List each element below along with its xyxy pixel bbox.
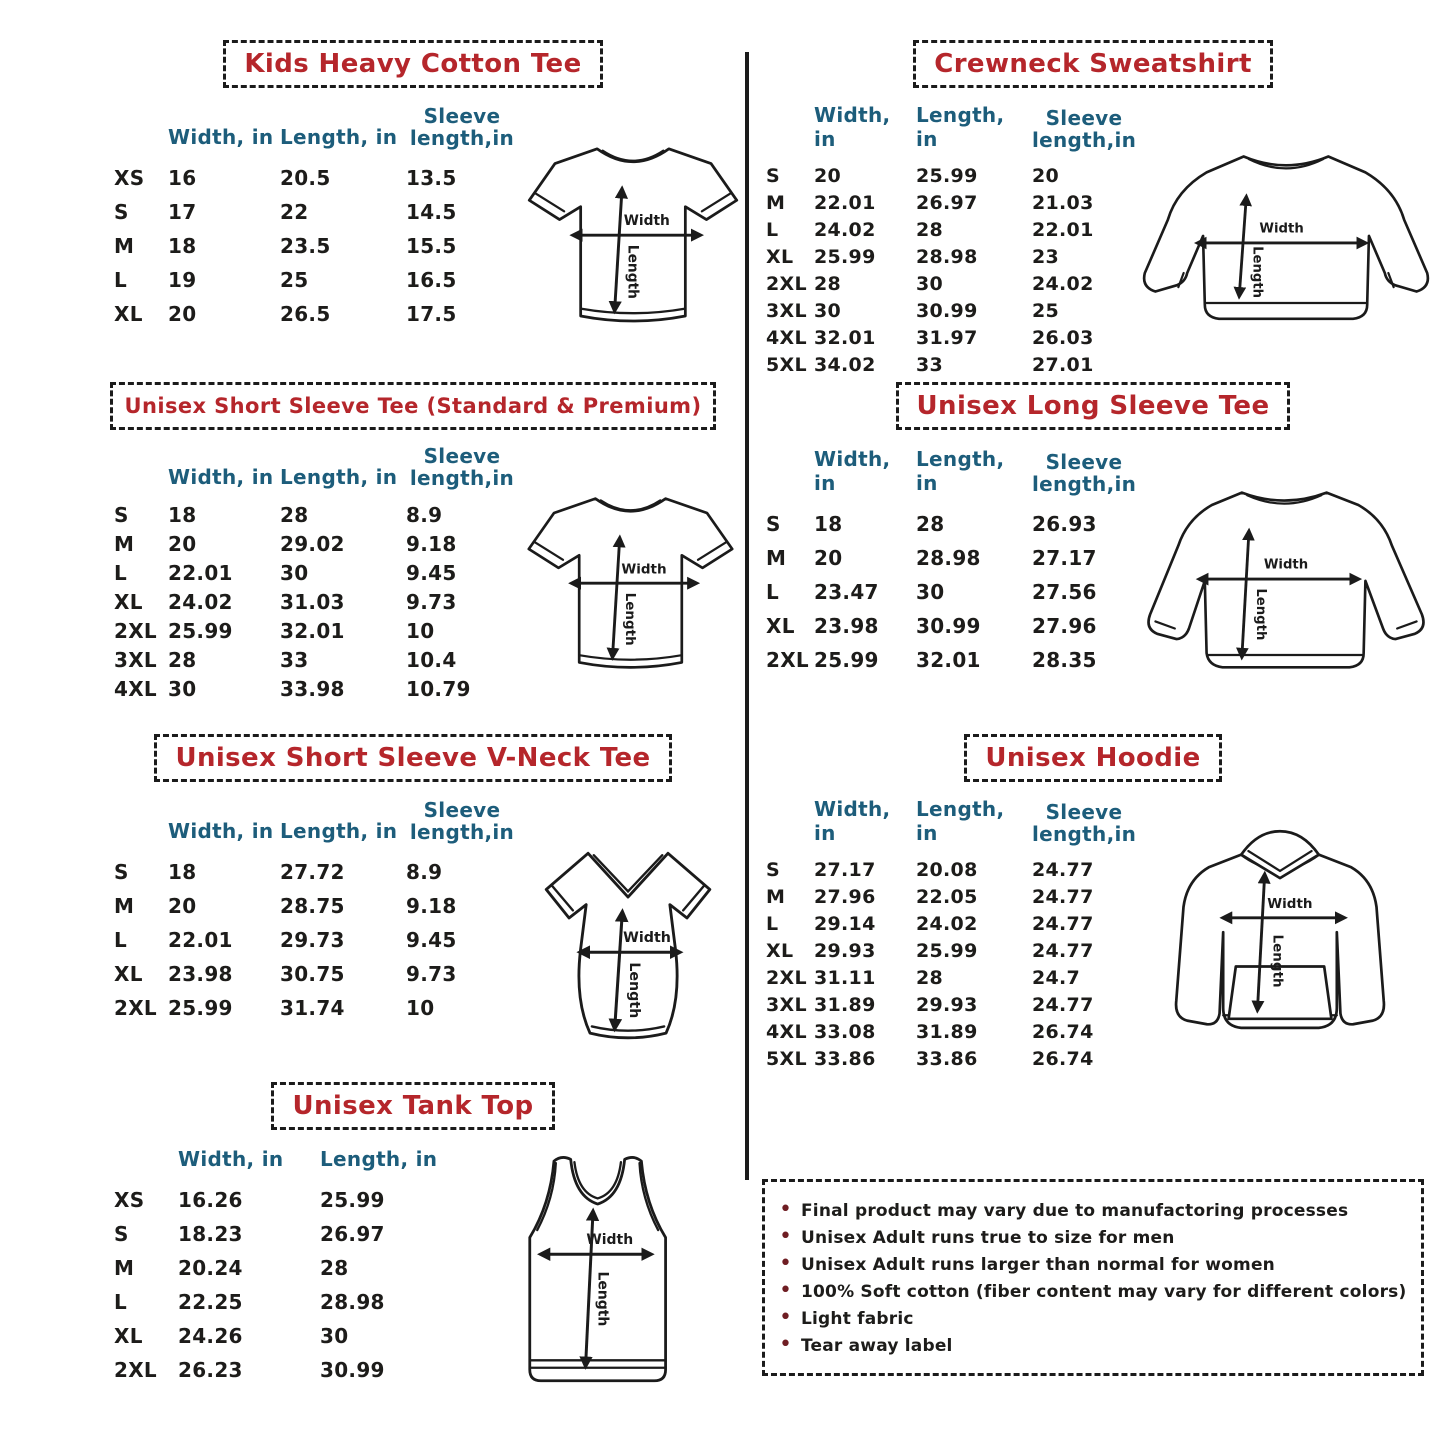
size-label: S <box>766 165 780 187</box>
size-value: 9.18 <box>406 894 457 918</box>
size-value: 20 <box>168 302 197 326</box>
size-value: 30 <box>168 677 197 701</box>
size-value: 13.5 <box>406 166 457 190</box>
header-sleeve-line1: Sleeve <box>423 798 501 822</box>
size-label: 2XL <box>114 996 157 1020</box>
size-value: 28 <box>280 503 309 527</box>
size-label: XL <box>114 1324 143 1348</box>
section-title-hoodie: Unisex Hoodie <box>964 734 1221 782</box>
bullet-icon: • <box>779 1305 792 1330</box>
header-sleeve <box>406 794 518 855</box>
size-value: 33.08 <box>814 1021 876 1043</box>
size-label: XS <box>114 1188 145 1212</box>
section-title-tank: Unisex Tank Top <box>271 1082 554 1130</box>
size-value: 9.18 <box>406 532 457 556</box>
length-label: Length <box>1249 246 1265 299</box>
title-row <box>762 734 1424 782</box>
size-label: 2XL <box>766 273 807 295</box>
size-label: XS <box>114 166 145 190</box>
size-value: 31.74 <box>280 996 345 1020</box>
size-value: 23.47 <box>814 580 879 604</box>
size-value: 24.77 <box>1032 886 1094 908</box>
size-value: 25 <box>280 268 309 292</box>
size-value: 28.75 <box>280 894 345 918</box>
size-label: XL <box>114 590 143 614</box>
figure-wrap <box>462 1150 738 1392</box>
header-sleeve-line1: Sleeve <box>1045 450 1123 474</box>
size-label: L <box>766 913 779 935</box>
size-label: S <box>114 200 129 224</box>
size-value: 18 <box>168 860 197 884</box>
header-sleeve-line1: Sleeve <box>1045 105 1123 130</box>
figure-wrap <box>518 486 743 684</box>
size-label: 5XL <box>766 354 807 376</box>
bullet-icon: • <box>779 1332 792 1357</box>
size-value: 28 <box>320 1256 349 1280</box>
size-value: 20 <box>814 165 842 187</box>
width-label: Width <box>623 213 670 230</box>
header-size-spacer <box>766 490 814 507</box>
size-value: 31.11 <box>814 967 876 989</box>
header-length: Length, in <box>320 1147 438 1171</box>
standard-tee-size-table <box>88 442 518 704</box>
figure-wrap <box>518 136 748 338</box>
size-value: 22.25 <box>178 1290 243 1314</box>
size-value: 9.45 <box>406 928 457 952</box>
size-value: 20 <box>814 546 843 570</box>
width-label: Width <box>621 561 667 578</box>
size-value: 29.73 <box>280 928 345 952</box>
note-item <box>779 1334 1407 1356</box>
size-value: 15.5 <box>406 234 457 258</box>
size-value: 30.99 <box>916 300 978 322</box>
notes-box <box>762 1179 1424 1376</box>
size-label: 2XL <box>766 967 807 989</box>
size-label: 4XL <box>114 677 157 701</box>
header-width: Width, in <box>178 1147 284 1171</box>
size-value: 27.01 <box>1032 354 1094 376</box>
figure-wrap <box>1136 482 1436 685</box>
size-value: 18.23 <box>178 1222 243 1246</box>
size-label: 2XL <box>766 648 809 672</box>
size-label: L <box>114 268 128 292</box>
size-value: 24.77 <box>1032 913 1094 935</box>
size-value: 22 <box>280 200 309 224</box>
section-body <box>88 1142 738 1392</box>
size-value: 28 <box>916 219 944 241</box>
section-body <box>762 100 1424 379</box>
size-label: XL <box>766 940 794 962</box>
size-value: 27.96 <box>814 886 876 908</box>
header-sleeve-line1: Sleeve <box>1045 799 1123 824</box>
header-sleeve <box>1032 104 1136 163</box>
size-value: 20 <box>1032 165 1060 187</box>
size-value: 26.97 <box>916 192 978 214</box>
size-value: 33 <box>916 354 944 376</box>
size-value: 31.89 <box>916 1021 978 1043</box>
size-value: 22.01 <box>168 928 233 952</box>
long-sleeve-tee-figure <box>1136 482 1436 685</box>
note-text: Light fabric <box>800 1309 914 1329</box>
size-value: 24.02 <box>168 590 233 614</box>
size-value: 23.98 <box>168 962 233 986</box>
size-value: 28 <box>814 273 842 295</box>
size-value: 33.86 <box>814 1048 876 1070</box>
title-row <box>88 1082 738 1130</box>
size-value: 16.26 <box>178 1188 243 1212</box>
size-value: 18 <box>814 512 843 536</box>
size-value: 31.03 <box>280 590 345 614</box>
size-value: 25.99 <box>814 246 876 268</box>
size-value: 24.77 <box>1032 994 1094 1016</box>
size-value: 10.4 <box>406 648 457 672</box>
figure-wrap <box>1136 824 1424 1054</box>
size-label: L <box>766 219 779 241</box>
size-label: S <box>766 859 780 881</box>
length-label: Length <box>594 1271 611 1327</box>
size-value: 27.56 <box>1032 580 1097 604</box>
figure-wrap <box>1136 144 1436 334</box>
size-value: 30.75 <box>280 962 345 986</box>
size-value: 9.73 <box>406 962 457 986</box>
size-label: 2XL <box>114 619 157 643</box>
size-label: XL <box>766 614 795 638</box>
section-kids-heavy-cotton-tee <box>88 28 738 370</box>
size-value: 20.08 <box>916 859 978 881</box>
size-value: 32.01 <box>916 648 981 672</box>
header-sleeve-line2: length,in <box>409 820 515 844</box>
size-label: 5XL <box>766 1048 807 1070</box>
header-width: Width, in <box>168 464 274 489</box>
header-width: Width, in <box>168 125 274 149</box>
header-length: Length, in <box>916 796 1005 845</box>
note-text: 100% Soft cotton (fiber content may vary for different colors) <box>800 1282 1407 1302</box>
header-length: Length, in <box>280 464 398 489</box>
size-label: S <box>114 503 129 527</box>
size-value: 30.99 <box>320 1358 385 1382</box>
size-value: 24.02 <box>814 219 876 241</box>
header-length: Length, in <box>280 125 398 149</box>
size-value: 10.79 <box>406 677 471 701</box>
note-item <box>779 1307 1407 1329</box>
note-item <box>779 1280 1407 1302</box>
size-value: 25.99 <box>168 619 233 643</box>
length-label: Length <box>624 244 641 299</box>
section-body <box>88 100 738 338</box>
section-title-long-sleeve: Unisex Long Sleeve Tee <box>896 382 1291 430</box>
size-value: 24.02 <box>916 913 978 935</box>
size-value: 28 <box>168 648 197 672</box>
bullet-icon: • <box>779 1224 792 1249</box>
size-label: S <box>114 1222 129 1246</box>
size-value: 29.93 <box>814 940 876 962</box>
size-value: 9.45 <box>406 561 457 585</box>
size-value: 24.77 <box>1032 859 1094 881</box>
size-value: 31.97 <box>916 327 978 349</box>
header-width: Width, in <box>814 447 891 495</box>
size-value: 29.14 <box>814 913 876 935</box>
size-value: 30 <box>280 561 309 585</box>
size-value: 27.72 <box>280 860 345 884</box>
length-label: Length <box>622 592 638 646</box>
size-value: 32.01 <box>814 327 876 349</box>
size-value: 20 <box>168 894 197 918</box>
section-title-kids-tee: Kids Heavy Cotton Tee <box>223 40 602 88</box>
size-value: 25.99 <box>320 1188 385 1212</box>
size-label: 4XL <box>766 327 807 349</box>
size-value: 16 <box>168 166 197 190</box>
header-length: Length, in <box>280 819 398 843</box>
size-value: 19 <box>168 268 197 292</box>
note-text: Unisex Adult runs larger than normal for women <box>800 1255 1275 1275</box>
right-column <box>762 28 1424 1376</box>
size-value: 28 <box>916 967 944 989</box>
bullet-icon: • <box>779 1278 792 1303</box>
header-size-spacer <box>114 1166 178 1183</box>
header-sleeve <box>406 100 518 161</box>
note-item <box>779 1226 1407 1248</box>
size-value: 10 <box>406 619 435 643</box>
crewneck-figure <box>1136 144 1436 334</box>
size-value: 25.99 <box>916 940 978 962</box>
size-value: 22.01 <box>1032 219 1094 241</box>
size-label: M <box>114 234 135 258</box>
size-value: 9.73 <box>406 590 457 614</box>
size-label: 2XL <box>114 1358 157 1382</box>
figure-wrap <box>518 840 738 1054</box>
header-sleeve <box>406 442 518 501</box>
size-value: 16.5 <box>406 268 457 292</box>
width-label: Width <box>1259 221 1304 237</box>
title-row <box>88 382 738 430</box>
size-value: 22.01 <box>168 561 233 585</box>
header-sleeve <box>1032 798 1136 857</box>
size-value: 27.17 <box>1032 546 1097 570</box>
standard-tee-figure <box>518 486 743 684</box>
size-value: 23.98 <box>814 614 879 638</box>
size-value: 26.74 <box>1032 1021 1094 1043</box>
size-value: 25.99 <box>168 996 233 1020</box>
size-label: L <box>766 580 780 604</box>
size-label: M <box>114 532 135 556</box>
size-value: 22.01 <box>814 192 876 214</box>
size-value: 23 <box>1032 246 1060 268</box>
size-label: L <box>114 928 128 952</box>
size-value: 29.02 <box>280 532 345 556</box>
section-vneck-tee <box>88 722 738 1070</box>
size-label: S <box>766 512 781 536</box>
size-value: 17.5 <box>406 302 457 326</box>
header-sleeve <box>1032 446 1136 507</box>
size-label: L <box>114 1290 128 1314</box>
size-value: 33 <box>280 648 309 672</box>
header-size-spacer <box>114 838 168 855</box>
size-value: 26.74 <box>1032 1048 1094 1070</box>
header-size-spacer <box>114 486 168 501</box>
size-value: 28.98 <box>916 546 981 570</box>
section-hoodie <box>762 722 1424 1171</box>
tank-size-table <box>88 1142 462 1387</box>
header-size-spacer <box>114 144 168 161</box>
size-label: 4XL <box>766 1021 807 1043</box>
size-label: 3XL <box>766 300 807 322</box>
size-label: XL <box>114 302 143 326</box>
width-label: Width <box>622 929 671 946</box>
size-value: 24.7 <box>1032 967 1081 989</box>
header-sleeve-line2: length,in <box>409 465 515 490</box>
title-row <box>88 40 738 88</box>
length-label: Length <box>1269 934 1286 988</box>
header-sleeve-line2: length,in <box>1032 821 1137 846</box>
size-label: M <box>114 894 135 918</box>
header-size-spacer <box>766 148 814 163</box>
bullet-icon: • <box>779 1197 792 1222</box>
size-label: M <box>766 886 786 908</box>
width-label: Width <box>1267 895 1313 912</box>
length-label: Length <box>1252 588 1268 641</box>
size-value: 25 <box>1032 300 1060 322</box>
note-item <box>779 1253 1407 1275</box>
size-value: 22.05 <box>916 886 978 908</box>
note-text: Tear away label <box>800 1336 953 1356</box>
hoodie-size-table <box>762 794 1136 1073</box>
header-width: Width, in <box>814 796 891 845</box>
vneck-size-table <box>88 794 518 1025</box>
sweatshirt-outline <box>1144 157 1428 319</box>
title-row <box>88 734 738 782</box>
size-value: 24.77 <box>1032 940 1094 962</box>
kids-tee-figure <box>518 136 748 338</box>
size-value: 28.98 <box>320 1290 385 1314</box>
size-value: 14.5 <box>406 200 457 224</box>
size-value: 26.23 <box>178 1358 243 1382</box>
section-body <box>762 442 1424 685</box>
section-tank-top <box>88 1070 738 1392</box>
size-value: 30.99 <box>916 614 981 638</box>
section-crewneck-sweatshirt <box>762 28 1424 376</box>
header-width: Width, in <box>814 102 891 151</box>
size-label: M <box>766 546 787 570</box>
header-sleeve-line1: Sleeve <box>423 443 501 468</box>
section-title-vneck: Unisex Short Sleeve V-Neck Tee <box>154 734 671 782</box>
size-value: 30 <box>320 1324 349 1348</box>
size-value: 28.98 <box>916 246 978 268</box>
size-value: 33.98 <box>280 677 345 701</box>
size-value: 34.02 <box>814 354 876 376</box>
width-label: Width <box>1263 557 1309 573</box>
size-value: 26.93 <box>1032 512 1097 536</box>
size-value: 25.99 <box>916 165 978 187</box>
size-value: 18 <box>168 503 197 527</box>
size-value: 27.17 <box>814 859 876 881</box>
size-value: 33.86 <box>916 1048 978 1070</box>
header-size-spacer <box>766 842 814 857</box>
tank-top-figure <box>500 1150 700 1392</box>
section-title-crewneck: Crewneck Sweatshirt <box>913 40 1273 88</box>
header-sleeve-line1: Sleeve <box>423 104 501 128</box>
header-width: Width, in <box>168 819 274 843</box>
size-value: 8.9 <box>406 503 443 527</box>
size-label: 3XL <box>114 648 157 672</box>
crewneck-size-table <box>762 100 1136 379</box>
section-long-sleeve-tee <box>762 370 1424 722</box>
size-label: XL <box>114 962 143 986</box>
kids-tee-size-table <box>88 100 518 331</box>
size-value: 30 <box>916 580 945 604</box>
long-sleeve-size-table <box>762 442 1136 677</box>
size-value: 32.01 <box>280 619 345 643</box>
size-label: XL <box>766 246 794 268</box>
section-title-standard-tee: Unisex Short Sleeve Tee (Standard & Premium) <box>110 382 717 430</box>
size-value: 28 <box>916 512 945 536</box>
title-row <box>762 382 1424 430</box>
size-value: 24.26 <box>178 1324 243 1348</box>
size-label: S <box>114 860 129 884</box>
header-sleeve-line2: length,in <box>1032 127 1137 152</box>
size-label: M <box>114 1256 135 1280</box>
vneck-tee-figure <box>531 840 726 1054</box>
size-value: 25.99 <box>814 648 879 672</box>
hoodie-figure <box>1140 824 1420 1054</box>
size-value: 20.5 <box>280 166 331 190</box>
size-value: 20 <box>168 532 197 556</box>
size-value: 27.96 <box>1032 614 1097 638</box>
title-row <box>762 40 1424 88</box>
header-sleeve-line2: length,in <box>409 126 515 150</box>
section-body <box>88 442 738 704</box>
size-label: 3XL <box>766 994 807 1016</box>
size-value: 23.5 <box>280 234 331 258</box>
size-value: 29.93 <box>916 994 978 1016</box>
note-text: Final product may vary due to manufactoring processes <box>800 1201 1349 1221</box>
bullet-icon: • <box>779 1251 792 1276</box>
size-value: 17 <box>168 200 197 224</box>
size-value: 10 <box>406 996 435 1020</box>
width-label: Width <box>586 1232 634 1249</box>
size-value: 28.35 <box>1032 648 1097 672</box>
size-value: 30 <box>916 273 944 295</box>
size-value: 26.5 <box>280 302 331 326</box>
size-value: 24.02 <box>1032 273 1094 295</box>
tank-outline <box>530 1157 666 1380</box>
size-value: 26.03 <box>1032 327 1094 349</box>
size-value: 20.24 <box>178 1256 243 1280</box>
section-unisex-short-sleeve-tee <box>88 370 738 722</box>
size-value: 26.97 <box>320 1222 385 1246</box>
header-length: Length, in <box>916 447 1005 495</box>
length-label: Length <box>625 962 642 1019</box>
section-body <box>88 794 738 1054</box>
size-value: 21.03 <box>1032 192 1094 214</box>
section-body <box>762 794 1424 1073</box>
size-value: 18 <box>168 234 197 258</box>
header-length: Length, in <box>916 102 1005 151</box>
note-item <box>779 1199 1407 1221</box>
size-value: 8.9 <box>406 860 443 884</box>
size-value: 30 <box>814 300 842 322</box>
left-column <box>88 28 738 1392</box>
size-value: 31.89 <box>814 994 876 1016</box>
size-label: L <box>114 561 128 585</box>
size-label: M <box>766 192 786 214</box>
note-text: Unisex Adult runs true to size for men <box>800 1228 1175 1248</box>
header-sleeve-line2: length,in <box>1032 472 1137 496</box>
